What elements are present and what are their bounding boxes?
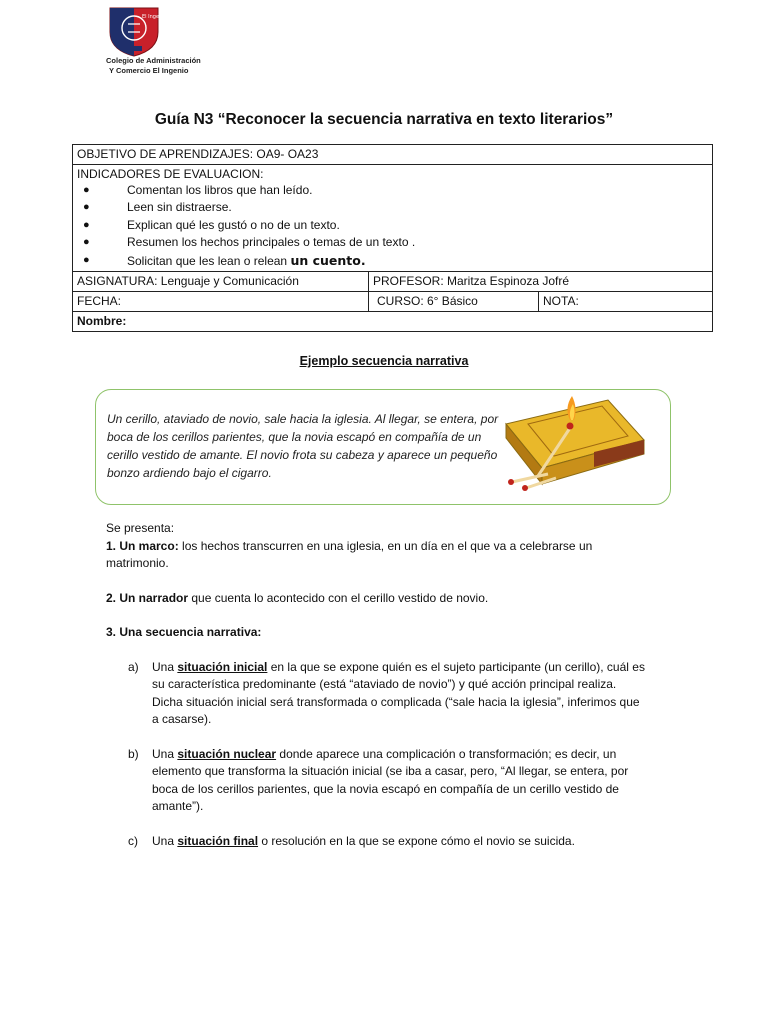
intro-text: Se presenta: [106, 521, 175, 535]
bullet-icon: ● [83, 253, 90, 266]
bullet-icon: ● [83, 236, 90, 249]
point-1: 1. Un marco: los hechos transcurren en una iglesia, en un día en el que va a celebrarse un matrimonio. [106, 538, 593, 570]
matchbox-icon [498, 394, 650, 490]
school-name [106, 56, 226, 76]
bullet-icon: ● [83, 184, 90, 196]
explanation-section [106, 520, 646, 867]
indicator-item: ● Solicitan que les lean o relean un cuento. [83, 252, 366, 268]
indicators-cell [73, 165, 713, 272]
indicator-item: ● Leen sin distraerse. [77, 199, 708, 216]
indicators-list [77, 182, 708, 269]
example-box [95, 389, 671, 505]
objective-cell: OBJETIVO DE APRENDIZAJES: OA9- OA23 [73, 145, 713, 165]
school-name-line1: Colegio de Administración [106, 56, 201, 65]
point-2: 2. Un narrador que cuenta lo acontecido con el cerillo vestido de novio. [106, 590, 489, 605]
indicator-item: ● Explican qué les gustó o no de un texto. [77, 217, 708, 234]
subject-cell: ASIGNATURA: Lenguaje y Comunicación [73, 271, 369, 291]
indicator-item: ● Resumen los hechos principales o temas de un texto . [77, 234, 708, 251]
bullet-icon: ● [83, 201, 90, 214]
sequence-item-initial: a) Una situación inicial en la que se expone quién es el sujeto participante (un cerillo), cuál es su característica predominante (está “ataviado de novio”) y qué acción principal realiza. Dicha situación inicial será transformada o complicada (“sale hacia la iglesia”, inferimos que a casarse). [128, 659, 645, 726]
bullet-icon: ● [83, 218, 90, 231]
indicators-heading: INDICADORES DE EVALUACION: [77, 167, 264, 181]
student-name-cell[interactable]: Nombre: [73, 311, 713, 331]
grade-cell[interactable]: NOTA: [539, 291, 713, 311]
course-cell: CURSO: 6° Básico [369, 291, 539, 311]
sequence-item-final: c) Una situación final o resolución en la que se expone cómo el novio se suicida. [128, 833, 575, 848]
date-cell[interactable]: FECHA: [73, 291, 369, 311]
point-3: 3. Una secuencia narrativa: [106, 625, 262, 639]
school-name-line2: Y Comercio El Ingenio [109, 66, 189, 75]
sequence-items [106, 659, 646, 851]
info-table [72, 144, 713, 332]
teacher-cell: PROFESOR: Maritza Espinoza Jofré [369, 271, 713, 291]
page-title: Guía N3 “Reconocer la secuencia narrativa en texto literarios” [154, 111, 614, 128]
example-title: Ejemplo secuencia narrativa [299, 354, 469, 368]
school-logo-icon [106, 4, 167, 58]
example-text: Un cerillo, ataviado de novio, sale hacia la iglesia. Al llegar, se entera, por boca de los cerillos parientes, que la novia escapó en compañía de un cerillo vestido de amante. El novio frota su cabeza y aparece un pequeño bonzo ardiendo bajo el cigarro. [107, 412, 499, 480]
logo-text: El Ingenio [142, 14, 167, 20]
sequence-item-nuclear: b) Una situación nuclear donde aparece una complicación o transformación; es decir, un elemento que transforma la situación inicial (se iba a casar, pero, “Al llegar, se entera, por boca de los cerillos parientes, que la novia escapó en compañía de un cerillo vestido de amante”). [128, 746, 629, 813]
indicator-item: ● Comentan los libros que han leído. [77, 182, 708, 199]
